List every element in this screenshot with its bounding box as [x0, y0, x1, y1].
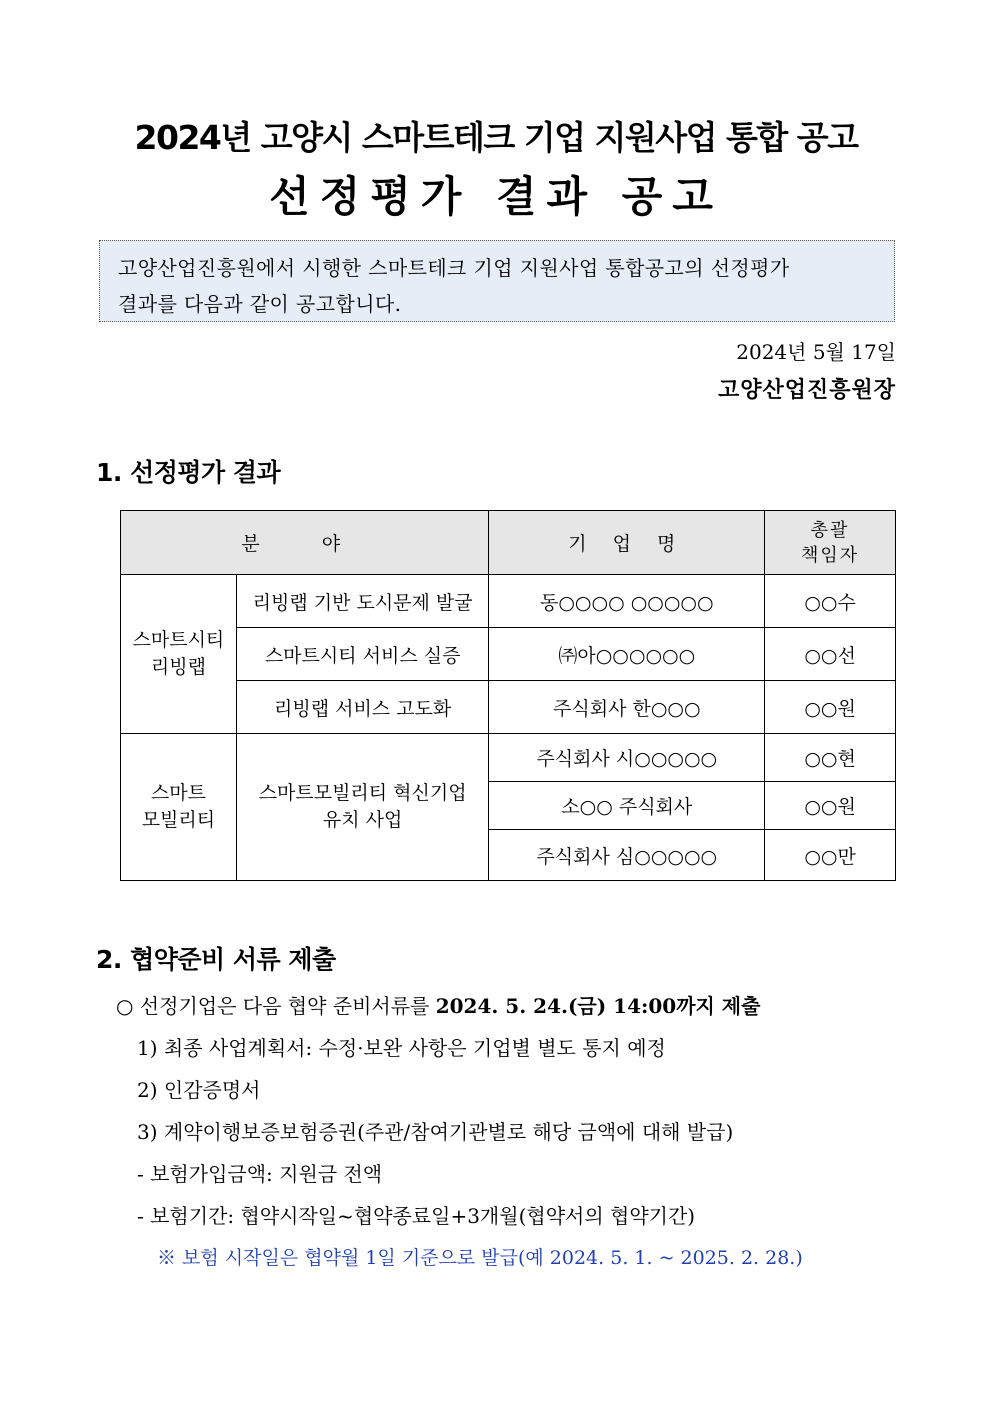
table-row — [121, 575, 896, 628]
lead-cell: ○○원 — [765, 681, 896, 734]
submission-deadline-line — [116, 990, 760, 1019]
lead-cell: ○○현 — [765, 734, 896, 782]
list-item: 3) 계약이행보증보험증권(주관/참여기관별로 해당 금액에 대해 발급) — [137, 1120, 734, 1144]
submission-deadline: 2024. 5. 24.(금) 14:00까지 제출 — [435, 994, 761, 1018]
program-cell: 스마트시티 서비스 실증 — [236, 628, 489, 681]
list-item: 2) 인감증명서 — [137, 1078, 261, 1102]
field-label-line2: 모빌리티 — [141, 809, 216, 831]
intro-box — [99, 240, 895, 322]
list-item: - 보험기간: 협약시작일~협약종료일+3개월(협약서의 협약기간) — [137, 1204, 696, 1228]
company-cell: 주식회사 심○○○○○ — [489, 830, 765, 881]
program-label-line2: 유치 사업 — [322, 809, 403, 831]
lead-cell: ○○원 — [765, 782, 896, 830]
list-item: - 보험가입금액: 지원금 전액 — [137, 1162, 383, 1186]
company-cell: 주식회사 한○○○ — [489, 681, 765, 734]
table-row — [121, 681, 896, 734]
section1-heading: 1. 선정평가 결과 — [96, 458, 281, 487]
header-lead-line1: 총괄 — [810, 519, 850, 541]
field-label-line1: 스마트시티 — [132, 629, 225, 651]
table-row — [121, 734, 896, 782]
header-lead — [765, 511, 896, 575]
lead-cell: ○○수 — [765, 575, 896, 628]
header-lead-line2: 책임자 — [800, 544, 860, 566]
program-cell — [236, 734, 489, 881]
field-cell — [121, 575, 237, 734]
document-subtitle: 선정평가 결과 공고 — [269, 172, 723, 221]
table-header-row — [121, 511, 896, 575]
lead-cell: ○○만 — [765, 830, 896, 881]
list-item: 1) 최종 사업계획서: 수정·보완 사항은 기업별 별도 통지 예정 — [137, 1036, 666, 1060]
header-field: 분 야 — [121, 511, 489, 575]
insurance-note: ※ 보험 시작일은 협약월 1일 기준으로 발급(예 2024. 5. 1. ~ 2025. 2. 28.) — [157, 1247, 803, 1269]
submission-lead-text: ○ 선정기업은 다음 협약 준비서류를 — [116, 994, 436, 1018]
header-company: 기 업 명 — [489, 511, 765, 575]
field-label-line1: 스마트 — [150, 782, 206, 804]
program-cell: 리빙랩 기반 도시문제 발굴 — [236, 575, 489, 628]
section2-heading: 2. 협약준비 서류 제출 — [96, 945, 336, 974]
company-cell: ㈜아○○○○○○ — [489, 628, 765, 681]
results-table — [120, 510, 896, 881]
intro-text-line1: 고양산업진흥원에서 시행한 스마트테크 기업 지원사업 통합공고의 선정평가 — [118, 256, 790, 280]
company-cell: 소○○ 주식회사 — [489, 782, 765, 830]
program-cell: 리빙랩 서비스 고도화 — [236, 681, 489, 734]
field-cell — [121, 734, 237, 881]
table-row — [121, 628, 896, 681]
program-label-line1: 스마트모빌리티 혁신기업 — [258, 782, 467, 804]
company-cell: 동○○○○ ○○○○○ — [489, 575, 765, 628]
lead-cell: ○○선 — [765, 628, 896, 681]
intro-text-line2: 결과를 다음과 같이 공고합니다. — [118, 292, 402, 316]
field-label-line2: 리빙랩 — [150, 656, 206, 678]
company-cell: 주식회사 시○○○○○ — [489, 734, 765, 782]
issuing-organization: 고양산업진흥원장 — [717, 377, 896, 403]
document-title: 2024년 고양시 스마트테크 기업 지원사업 통합 공고 — [134, 118, 858, 157]
announcement-date: 2024년 5월 17일 — [736, 340, 896, 364]
